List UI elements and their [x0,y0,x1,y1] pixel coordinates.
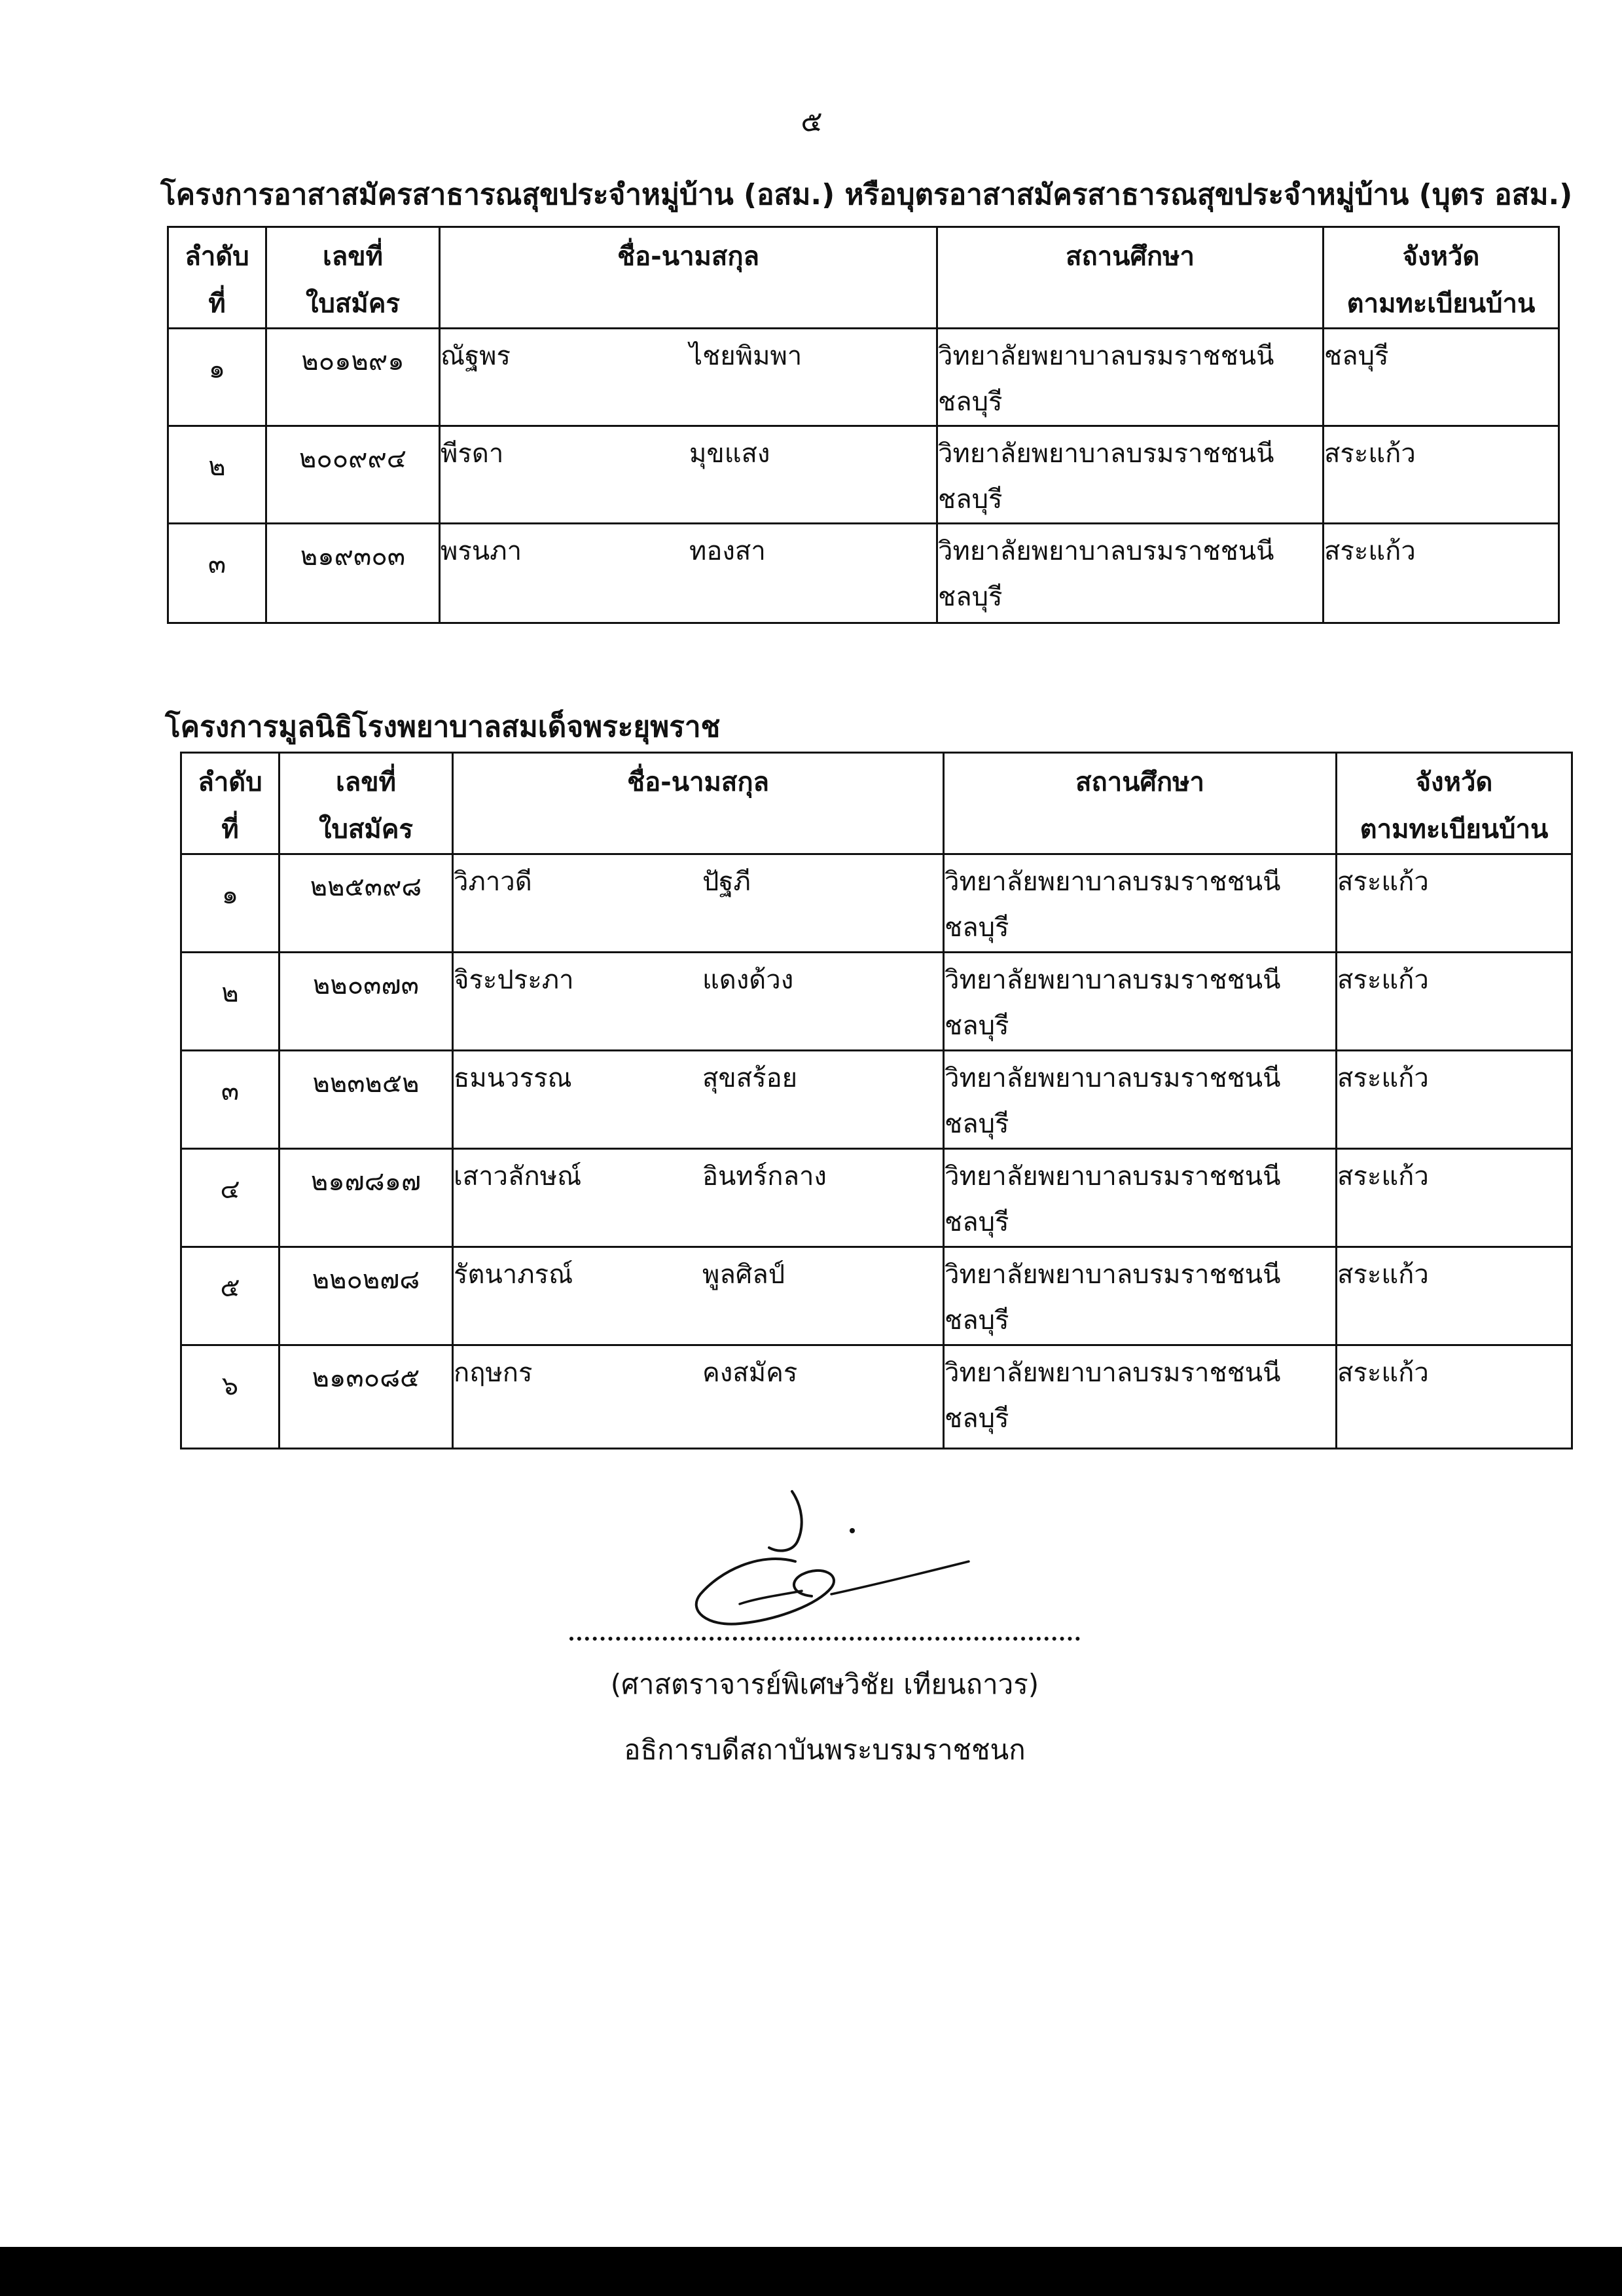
cell-province: สระแก้ว [1337,953,1572,1051]
cell-name: พีรดา มุขแสง [440,426,937,524]
table-row [168,329,1559,426]
table-yuparaj [180,752,1573,1449]
cell-order: ๒ [181,953,279,1051]
cell-name: ณัฐพร ไชยพิมพา [440,329,937,426]
cell-order: ๒ [168,426,266,524]
cell-order: ๖ [181,1345,279,1449]
cell-app-no: ๒๒๐๒๗๘ [279,1247,453,1345]
cell-school: วิทยาลัยพยาบาลบรมราชชนนี ชลบุรี [937,524,1324,623]
cell-province: ชลบุรี [1324,329,1559,426]
cell-school: วิทยาลัยพยาบาลบรมราชชนนี ชลบุรี [937,426,1324,524]
cell-app-no: ๒๑๗๘๑๗ [279,1149,453,1247]
scan-edge-bar [0,2247,1622,2296]
cell-name: พรนภา ทองสา [440,524,937,623]
page-number: ๕ [801,105,823,138]
header-name: ชื่อ-นามสกุล [440,227,937,329]
table-row [181,854,1572,953]
header-order: ลำดับ ที่ [168,227,266,329]
header-app-no: เลขที่ ใบสมัคร [266,227,440,329]
signer-name: (ศาสตราจารย์พิเศษวิชัย เทียนถาวร) [610,1668,1039,1700]
cell-province: สระแก้ว [1337,854,1572,953]
cell-app-no: ๒๐๐๙๙๔ [266,426,440,524]
table-row [181,1345,1572,1449]
header-province: จังหวัด ตามทะเบียนบ้าน [1337,753,1572,854]
header-province: จังหวัด ตามทะเบียนบ้าน [1324,227,1559,329]
cell-name: จิระประภา แดงด้วง [453,953,944,1051]
cell-school: วิทยาลัยพยาบาลบรมราชชนนี ชลบุรี [944,854,1337,953]
header-school: สถานศึกษา [937,227,1324,329]
cell-app-no: ๒๒๐๓๗๓ [279,953,453,1051]
table-header-row [181,753,1572,854]
cell-school: วิทยาลัยพยาบาลบรมราชชนนี ชลบุรี [937,329,1324,426]
signature-line [569,1637,1080,1641]
cell-province: สระแก้ว [1324,426,1559,524]
cell-order: ๓ [168,524,266,623]
header-app-no: เลขที่ ใบสมัคร [279,753,453,854]
table-row [181,1149,1572,1247]
cell-app-no: ๒๑๙๓๐๓ [266,524,440,623]
header-order: ลำดับ ที่ [181,753,279,854]
cell-order: ๓ [181,1051,279,1149]
cell-order: ๑ [168,329,266,426]
cell-order: ๕ [181,1247,279,1345]
cell-app-no: ๒๒๕๓๙๘ [279,854,453,953]
table-osm [167,226,1560,624]
cell-name: วิภาวดี ปัฐภี [453,854,944,953]
cell-school: วิทยาลัยพยาบาลบรมราชชนนี ชลบุรี [944,1345,1337,1449]
cell-order: ๔ [181,1149,279,1247]
section-title-osm: โครงการอาสาสมัครสาธารณสุขประจำหมู่บ้าน (อสม.) หรือบุตรอาสาสมัครสาธารณสุขประจำหมู่บ้าน (บุตร อสม.) [160,178,1573,211]
cell-province: สระแก้ว [1324,524,1559,623]
cell-app-no: ๒๐๑๒๙๑ [266,329,440,426]
section-title-yuparaj: โครงการมูลนิธิโรงพยาบาลสมเด็จพระยุพราช [165,710,721,744]
signature [681,1480,995,1643]
table-row [168,524,1559,623]
cell-province: สระแก้ว [1337,1149,1572,1247]
table-row [181,1247,1572,1345]
cell-name: กฤษกร คงสมัคร [453,1345,944,1449]
cell-province: สระแก้ว [1337,1051,1572,1149]
table-row [168,426,1559,524]
cell-school: วิทยาลัยพยาบาลบรมราชชนนี ชลบุรี [944,1149,1337,1247]
cell-province: สระแก้ว [1337,1247,1572,1345]
cell-name: รัตนาภรณ์ พูลศิลป์ [453,1247,944,1345]
cell-province: สระแก้ว [1337,1345,1572,1449]
table-header-row [168,227,1559,329]
cell-name: เสาวลักษณ์ อินทร์กลาง [453,1149,944,1247]
header-name: ชื่อ-นามสกุล [453,753,944,854]
cell-app-no: ๒๑๓๐๘๕ [279,1345,453,1449]
header-school: สถานศึกษา [944,753,1337,854]
cell-school: วิทยาลัยพยาบาลบรมราชชนนี ชลบุรี [944,1247,1337,1345]
cell-order: ๑ [181,854,279,953]
table-row [181,1051,1572,1149]
cell-name: ธมนวรรณ สุขสร้อย [453,1051,944,1149]
table-row [181,953,1572,1051]
cell-school: วิทยาลัยพยาบาลบรมราชชนนี ชลบุรี [944,1051,1337,1149]
cell-app-no: ๒๒๓๒๕๒ [279,1051,453,1149]
cell-school: วิทยาลัยพยาบาลบรมราชชนนี ชลบุรี [944,953,1337,1051]
signer-position: อธิการบดีสถาบันพระบรมราชชนก [624,1734,1026,1766]
